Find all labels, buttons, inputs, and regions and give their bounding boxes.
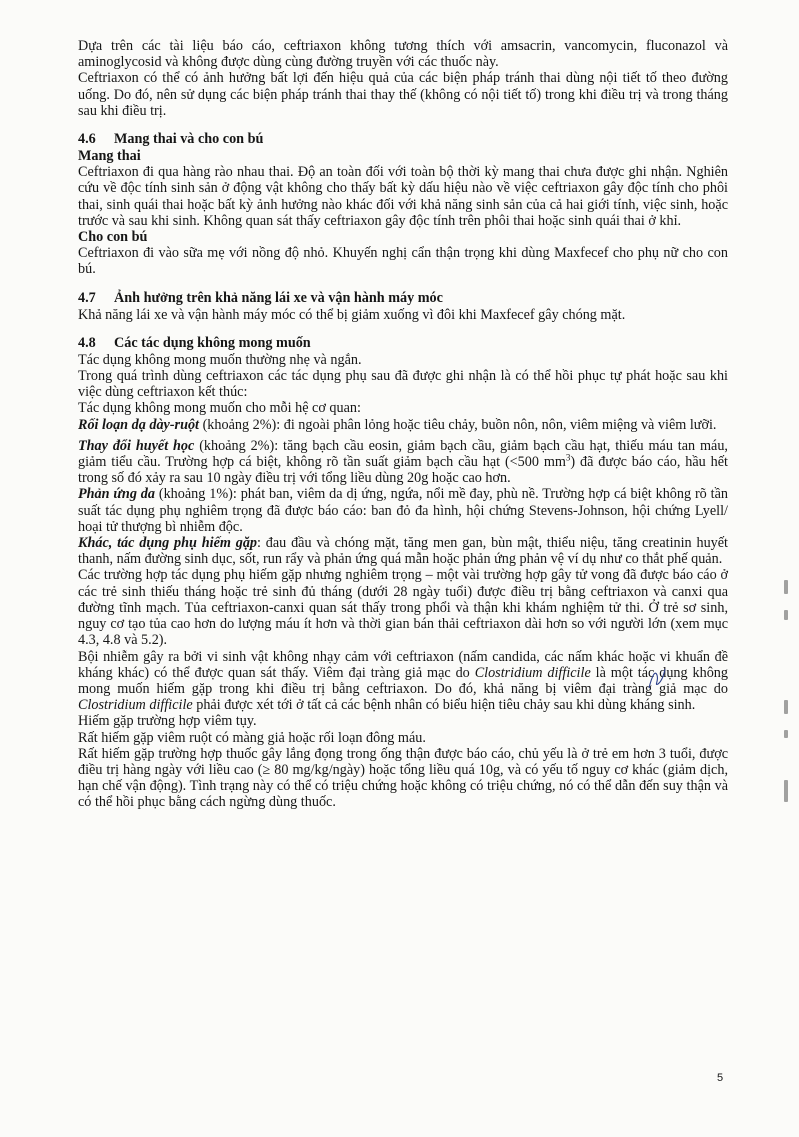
adverse-paragraph-7: Rất hiếm gặp viêm ruột có màng giả hoặc rối loạn đông máu. xyxy=(78,729,426,746)
text-run: phải được xét tới ở tất cả các bệnh nhân có biểu hiện tiêu chảy sau khi dùng kháng sinh. xyxy=(192,697,696,714)
gi-effects-text: (khoảng 2%): đi ngoài phân lỏng hoặc tiêu chảy, buồn nôn, nôn, viêm miệng và viêm lưỡi. xyxy=(199,416,717,433)
lactation-heading: Cho con bú xyxy=(78,229,148,246)
section-title: Mang thai và cho con bú xyxy=(114,131,264,148)
organism-name: Clostridium difficile xyxy=(474,664,591,681)
gi-effects-label: Rối loạn dạ dày-ruột xyxy=(78,416,200,433)
adverse-paragraph-1: Tác dụng không mong muốn thường nhẹ và ngắn. xyxy=(78,351,362,368)
text-run: Bội nhiễm gây ra bởi vi sinh vật không nhạy cảm với ceftriaxon (nấm candida, các nấm khác hoặc vi khuẩn đề kháng khác) có thể được quan sát thấy. Viêm đại tràng giả mạc do xyxy=(78,648,728,681)
pregnancy-heading: Mang thai xyxy=(78,148,141,165)
hematologic-text-b: ) đã được báo cáo, hầu hết trong số đó xảy ra sau 10 ngày điều trị với tổng liều dùng 20g hoặc cao hơn. xyxy=(78,454,728,487)
driving-paragraph: Khả năng lái xe và vận hành máy móc có thể bị giảm xuống vì đôi khi Maxfecef gây chóng mặt. xyxy=(78,306,626,323)
intro-paragraph-1: Dựa trên các tài liệu báo cáo, ceftriaxon không tương thích với amsacrin, vancomycin, fluconazol và aminoglycosid và không được dùng cùng đường truyền với các thuốc này. xyxy=(78,38,728,71)
adverse-paragraph-4: Các trường hợp tác dụng phụ hiếm gặp nhưng nghiêm trọng – một vài trường hợp gây tử vong đã được báo cáo ở các trẻ sinh thiếu tháng hoặc trẻ sinh đủ tháng (dưới 28 ngày tuổi) được điều trị bằng ceftriaxon và canxi qua đường tĩnh mạch. Tủa ceftriaxon-canxi quan sát thấy trong phổi và thận khi khám nghiệm tử thi. Ở trẻ sơ sinh, nguy cơ tạo tủa cao hơn do lượng máu ít hơn và thời gian bán thải ceftriaxon dài hơn so với người lớn (xem mục 4.3, 4.8 và 5.2). xyxy=(78,567,728,649)
section-number: 4.8 xyxy=(78,334,96,351)
document-page xyxy=(78,38,728,811)
hematologic-text-a: (khoảng 2%): tăng bạch cầu eosin, giảm bạch cầu, giảm bạch cầu hạt, thiếu máu tan máu, giảm tiểu cầu. Trường hợp cá biệt, không rõ tần suất giảm bạch cầu hạt (<500 mm xyxy=(78,437,728,471)
page-number: 5 xyxy=(717,1072,724,1084)
other-effects-paragraph xyxy=(78,535,728,567)
skin-reactions-text: (khoảng 1%): phát ban, viêm da dị ứng, ngứa, nổi mề đay, phù nề. Trường hợp cá biệt không rõ tần suất tác dụng phụ nghiêm trọng đã được báo cáo: ban đỏ đa hình, hội chứng Stevens-Johnson, hội chứng Lyell/ hoại tử thượng bì nhiễm độc. xyxy=(78,486,728,535)
section-title: Các tác dụng không mong muốn xyxy=(114,334,311,351)
adverse-paragraph-3: Tác dụng không mong muốn cho mỗi hệ cơ quan: xyxy=(78,400,361,417)
skin-reactions-paragraph xyxy=(78,486,728,535)
other-effects-label: Khác, tác dụng phụ hiếm gặp xyxy=(78,535,258,552)
section-number: 4.6 xyxy=(78,131,96,148)
handwritten-mark-icon xyxy=(646,666,668,692)
lactation-paragraph: Ceftriaxon đi vào sữa mẹ với nồng độ nhỏ. Khuyến nghị cẩn thận trọng khi dùng Maxfecef cho phụ nữ cho con bú. xyxy=(78,245,728,278)
hematologic-label: Thay đổi huyết học xyxy=(78,437,195,454)
superscript: 3 xyxy=(565,452,571,463)
adverse-paragraph-5 xyxy=(78,649,728,714)
scan-edge-marks xyxy=(778,580,798,820)
adverse-paragraph-6: Hiếm gặp trường hợp viêm tụy. xyxy=(78,713,257,730)
section-4-8-heading xyxy=(78,335,728,352)
organism-name: Clostridium difficile xyxy=(78,697,193,714)
section-title: Ảnh hưởng trên khả năng lái xe và vận hành máy móc xyxy=(114,289,443,306)
text-run: là một tác dụng không mong muốn hiếm gặp trong khi điều trị bằng ceftriaxon. Do đó, khả năng bị viêm đại tràng giả mạc do xyxy=(78,664,728,697)
gi-effects-paragraph xyxy=(78,417,728,433)
section-number: 4.7 xyxy=(78,289,96,306)
other-effects-text: : đau đầu và chóng mặt, tăng men gan, bùn mật, thiểu niệu, tăng creatinin huyết thanh, nấm đường sinh dục, sốt, run rẩy và phản ứng quá mẫn hoặc phản ứng phản vệ ví dụ như co thắt phế quản. xyxy=(78,535,728,568)
intro-paragraph-2: Ceftriaxon có thể có ảnh hưởng bất lợi đến hiệu quả của các biện pháp tránh thai dùng nội tiết tố theo đường uống. Do đó, nên sử dụng các biện pháp tránh thai thay thế (không có nội tiết tố) trong khi điều trị và trong tháng sau khi điều trị. xyxy=(78,70,728,119)
adverse-paragraph-2: Trong quá trình dùng ceftriaxon các tác dụng phụ sau đã được ghi nhận là có thể hồi phục tự phát hoặc sau khi việc dùng ceftriaxon kết thúc: xyxy=(78,368,728,401)
adverse-paragraph-8: Rất hiếm gặp trường hợp thuốc gây lắng đọng trong ống thận được báo cáo, chủ yếu là ở trẻ em hơn 3 tuổi, được điều trị hàng ngày với liều cao (≥ 80 mg/kg/ngày) hoặc tổng liều quá 10g, và có yếu tố nguy cơ khác (giảm dịch, hạn chế vận động). Tình trạng này có thể có triệu chứng hoặc không có triệu chứng, nó có thể dẫn đến suy thận và có thể hồi phục bằng cách ngừng dùng thuốc. xyxy=(78,745,728,811)
hematologic-effects-paragraph xyxy=(78,438,728,487)
pregnancy-paragraph: Ceftriaxon đi qua hàng rào nhau thai. Độ an toàn đối với toàn bộ thời kỳ mang thai chưa được ghi nhận. Nghiên cứu về độc tính sinh sản ở động vật không cho thấy bất kỳ dấu hiệu nào về việc ceftriaxon gây độc tính cho phôi thai, sinh quái thai hoặc bất kỳ ảnh hưởng nào khác đối với khả năng sinh sản của cả hai giới tính, việc sinh, hoặc trước và sau khi sinh. Không quan sát thấy ceftriaxon gây độc tính trên phôi thai hoặc sinh quái thai ở khỉ. xyxy=(78,164,728,229)
skin-reactions-label: Phản ứng da xyxy=(78,486,155,503)
section-4-6-heading xyxy=(78,131,728,148)
section-4-7-heading xyxy=(78,290,728,307)
